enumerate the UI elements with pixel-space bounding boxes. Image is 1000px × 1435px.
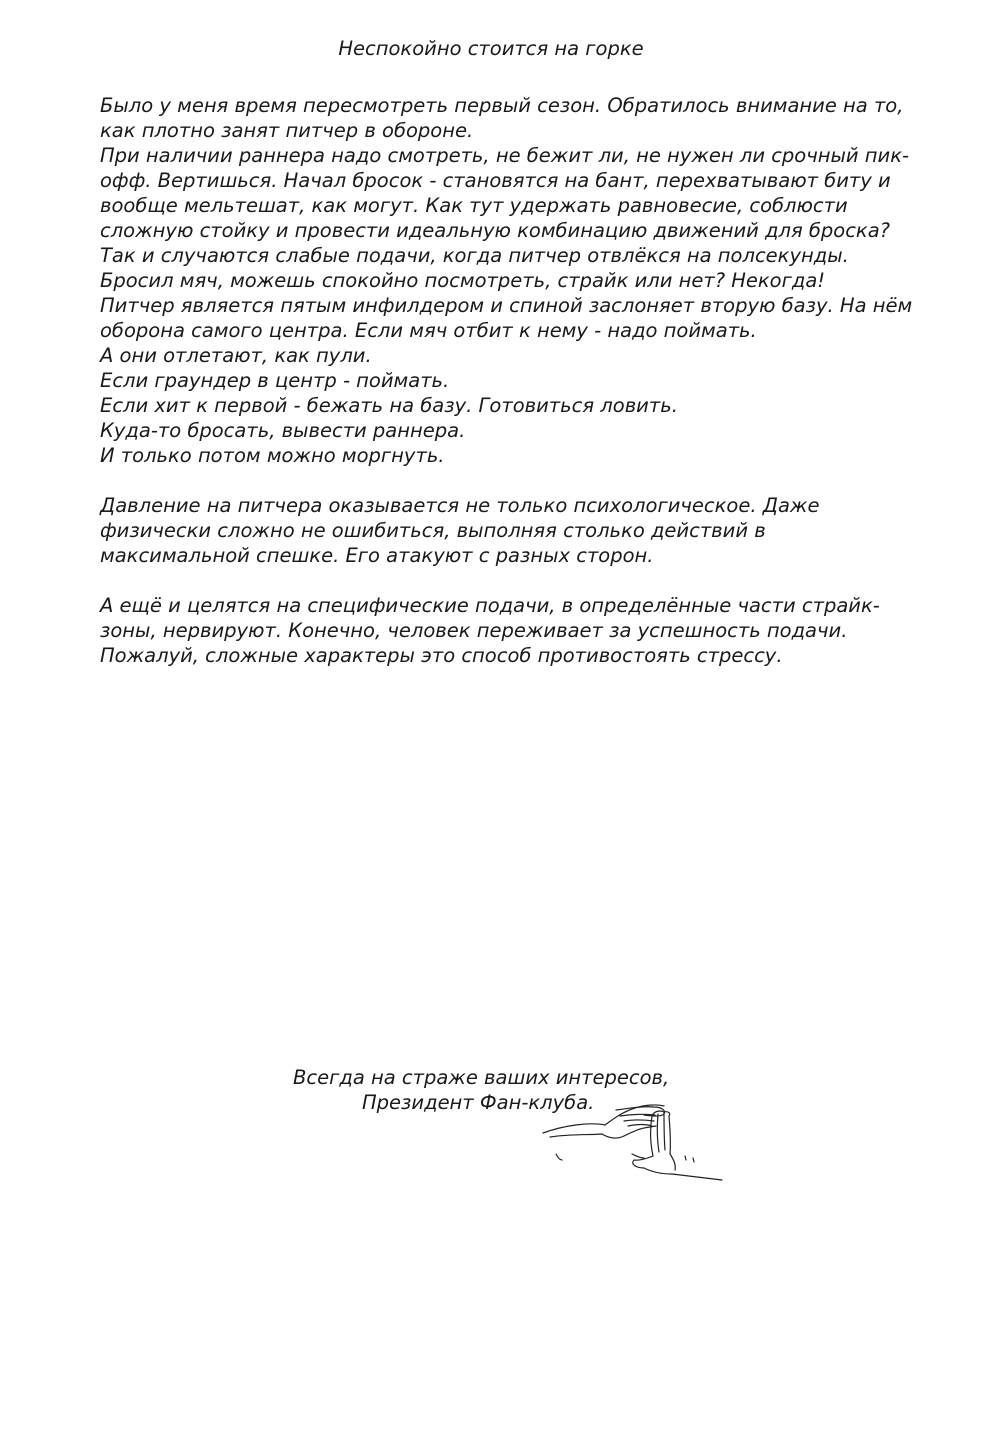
text-line: И только потом можно моргнуть.	[100, 444, 445, 467]
text-line: сложную стойку и провести идеальную комбинацию движений для броска?	[100, 219, 891, 242]
text-line: Если хит к первой - бежать на базу. Готовиться ловить.	[100, 394, 678, 417]
text-line: Куда-то бросать, вывести раннера.	[100, 419, 466, 442]
paragraph-1	[100, 93, 960, 468]
paragraph-2	[100, 493, 960, 568]
signature-greeting: Всегда на страже ваших интересов,	[293, 1066, 670, 1089]
timeout-hands-icon	[540, 1098, 730, 1188]
body-text	[100, 93, 960, 693]
text-line: Питчер является пятым инфилдером и спиной заслоняет вторую базу. На нём	[100, 294, 913, 317]
text-line: вообще мельтешат, как могут. Как тут удержать равновесие, соблюсти	[100, 194, 848, 217]
text-line: А они отлетают, как пули.	[100, 344, 372, 367]
text-line: как плотно занят питчер в обороне.	[100, 119, 474, 142]
page-title: Неспокойно стоится на горке	[338, 37, 644, 60]
text-line: физически сложно не ошибиться, выполняя столько действий в	[100, 519, 766, 542]
text-line: Бросил мяч, можешь спокойно посмотреть, страйк или нет? Некогда!	[100, 269, 826, 292]
text-line: максимальной спешке. Его атакуют с разных сторон.	[100, 544, 654, 567]
text-line: Так и случаются слабые подачи, когда питчер отвлёкся на полсекунды.	[100, 244, 849, 267]
text-line: зоны, нервируют. Конечно, человек переживает за успешность подачи.	[100, 619, 848, 642]
text-line: Было у меня время пересмотреть первый сезон. Обратилось внимание на то,	[100, 94, 904, 117]
text-line: офф. Вертишься. Начал бросок - становятся на бант, перехватывают биту и	[100, 169, 891, 192]
text-line: оборона самого центра. Если мяч отбит к нему - надо поймать.	[100, 319, 757, 342]
text-line: А ещё и целятся на специфические подачи, в определённые части страйк-	[100, 594, 880, 617]
signature-title: Президент Фан-клуба.	[362, 1091, 595, 1114]
text-line: Если граундер в центр - поймать.	[100, 369, 450, 392]
paragraph-3	[100, 593, 960, 668]
text-line: Пожалуй, сложные характеры это способ противостоять стрессу.	[100, 644, 783, 667]
text-line: Давление на питчера оказывается не только психологическое. Даже	[100, 494, 820, 517]
text-line: При наличии раннера надо смотреть, не бежит ли, не нужен ли срочный пик-	[100, 144, 910, 167]
